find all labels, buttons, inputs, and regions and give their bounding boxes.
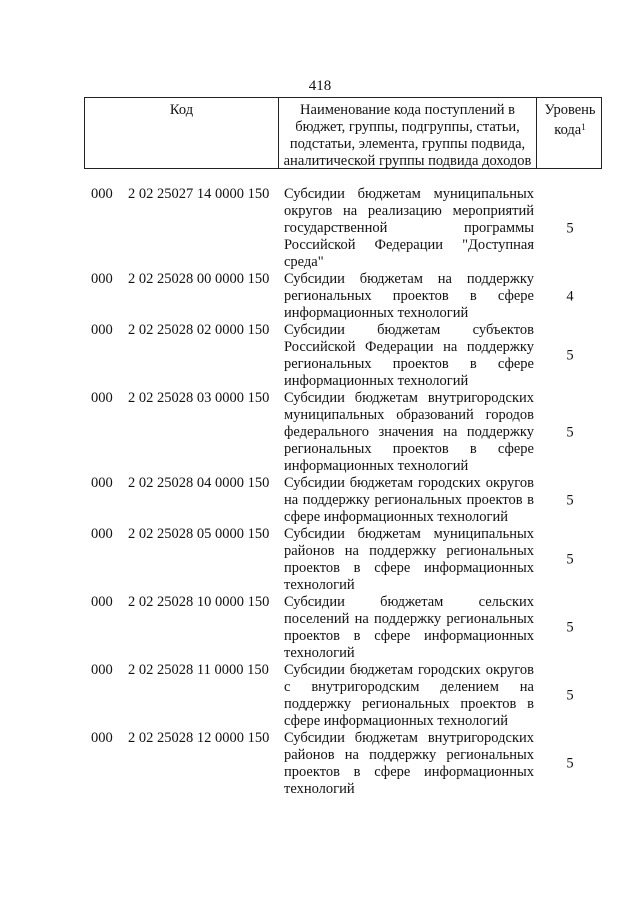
table-row xyxy=(84,662,602,730)
row-name: Субсидии бюджетам внутригородских районов на поддержку региональных проектов в сфере информационных технологий xyxy=(284,730,534,797)
row-level: 5 xyxy=(566,424,574,440)
row-income-code: 2 02 25028 00 0000 150 xyxy=(128,271,270,287)
row-income-code: 2 02 25028 05 0000 150 xyxy=(128,526,270,542)
header-level xyxy=(537,98,603,172)
table-row xyxy=(84,322,602,390)
row-level: 5 xyxy=(566,220,574,236)
row-level: 4 xyxy=(566,288,574,304)
table-row xyxy=(84,390,602,475)
row-admin-code: 000 xyxy=(91,730,113,746)
row-level: 5 xyxy=(566,687,574,704)
row-admin-code: 000 xyxy=(91,271,113,287)
page-number: 418 xyxy=(308,78,332,94)
row-name: Субсидии бюджетам на поддержку региональных проектов в сфере информационных технологий xyxy=(284,271,534,321)
row-name: Субсидии бюджетам внутригородских муниципальных образований городов федерального значения на поддержку региональных проектов в сфере информационных технологий xyxy=(284,390,534,474)
row-income-code: 2 02 25028 04 0000 150 xyxy=(128,475,270,491)
row-name: Субсидии бюджетам муниципальных районов на поддержку региональных проектов в сфере информационных технологий xyxy=(284,526,534,593)
row-level: 5 xyxy=(566,551,574,568)
row-income-code: 2 02 25028 11 0000 150 xyxy=(128,662,269,678)
row-level: 5 xyxy=(566,755,574,772)
header-name: Наименование кода поступлений в бюджет, группы, подгруппы, статьи, подстатьи, элемента, группы подвида, аналитической группы подвида доходов xyxy=(279,98,537,168)
row-admin-code: 000 xyxy=(91,475,113,491)
header-level-footnote: 1 xyxy=(581,122,586,132)
row-name: Субсидии бюджетам городских округов на поддержку региональных проектов в сфере информационных технологий xyxy=(284,475,534,525)
row-level: 5 xyxy=(566,347,574,364)
row-level: 5 xyxy=(566,492,574,508)
row-name: Субсидии бюджетам сельских поселений на поддержку региональных проектов в сфере информационных технологий xyxy=(284,594,534,661)
table-row xyxy=(84,526,602,594)
row-admin-code: 000 xyxy=(91,662,113,678)
row-name: Субсидии бюджетам субъектов Российской Федерации на поддержку региональных проектов в сфере информационных технологий xyxy=(284,322,534,389)
row-level: 5 xyxy=(566,619,574,636)
table-row xyxy=(84,594,602,662)
table-row xyxy=(84,730,602,798)
table-row xyxy=(84,271,602,322)
row-name: Субсидии бюджетам муниципальных округов на реализацию мероприятий государственной программы Российской Федерации "Доступная среда" xyxy=(284,186,534,270)
row-admin-code: 000 xyxy=(91,322,113,338)
table-row xyxy=(84,475,602,526)
row-admin-code: 000 xyxy=(91,526,113,542)
row-income-code: 2 02 25028 10 0000 150 xyxy=(128,594,270,610)
row-income-code: 2 02 25028 12 0000 150 xyxy=(128,730,270,746)
table-body xyxy=(84,186,602,798)
row-admin-code: 000 xyxy=(91,186,113,202)
row-name: Субсидии бюджетам городских округов с внутригородским делением на поддержку региональных проектов в сфере информационных технологий xyxy=(284,662,534,729)
table-header xyxy=(84,97,602,169)
row-admin-code: 000 xyxy=(91,390,113,406)
row-income-code: 2 02 25028 02 0000 150 xyxy=(128,322,270,338)
row-income-code: 2 02 25028 03 0000 150 xyxy=(128,390,270,406)
row-admin-code: 000 xyxy=(91,594,113,610)
table-row xyxy=(84,186,602,271)
header-level-label: Уровень кода xyxy=(544,102,596,138)
row-income-code: 2 02 25027 14 0000 150 xyxy=(128,186,270,202)
header-code: Код xyxy=(85,98,279,168)
